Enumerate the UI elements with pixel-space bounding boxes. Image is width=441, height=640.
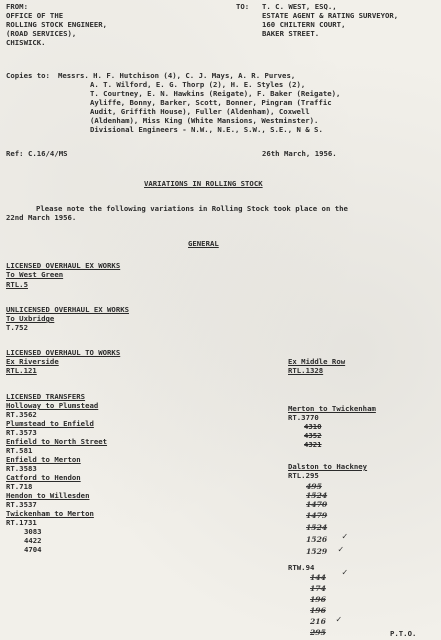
vehicle-number: RTW.94 bbox=[288, 563, 315, 572]
vehicle-number: RT.3583 bbox=[6, 464, 37, 473]
tick-mark-icon: ✓ bbox=[342, 532, 348, 542]
vehicle-number: RTL.121 bbox=[6, 366, 37, 375]
vehicle-number: 216 bbox=[310, 617, 326, 626]
section-heading: GENERAL bbox=[188, 239, 219, 248]
transfer-route: Enfield to Merton bbox=[6, 455, 81, 464]
from-line-3: (ROAD SERVICES), bbox=[6, 29, 77, 38]
document-title: VARIATIONS IN ROLLING STOCK bbox=[144, 179, 263, 188]
to-uxbridge: To Uxbridge bbox=[6, 314, 55, 323]
vehicle-number: 1529 bbox=[306, 547, 328, 556]
intro-line-2: 22nd March 1956. bbox=[6, 213, 77, 222]
ex-riverside: Ex Riverside bbox=[6, 357, 59, 366]
transfer-route: Enfield to North Street bbox=[6, 437, 108, 446]
vehicle-number: 1524 bbox=[306, 523, 328, 532]
copies-line: T. Courtney, E. N. Hawkins (Reigate), F. Baker (Reigate), bbox=[90, 89, 341, 98]
from-line-1: OFFICE OF THE bbox=[6, 11, 64, 20]
vehicle-number: RT.3573 bbox=[6, 428, 37, 437]
vehicle-number: 4422 bbox=[24, 536, 42, 545]
date: 26th March, 1956. bbox=[262, 149, 337, 158]
vehicle-number: 1479 bbox=[306, 511, 328, 520]
transfer-route: Twickenham to Merton bbox=[6, 509, 94, 518]
transfer-route: Holloway to Plumstead bbox=[6, 401, 99, 410]
vehicle-number: 4352 bbox=[304, 431, 322, 440]
vehicle-number: RT.1731 bbox=[6, 518, 37, 527]
vehicle-number: 1470 bbox=[306, 500, 328, 509]
transfer-route: Hendon to Willesden bbox=[6, 491, 90, 500]
intro-line-1: Please note the following variations in Rolling Stock took place on the bbox=[36, 204, 348, 213]
vehicle-number: 295 bbox=[310, 628, 326, 637]
vehicle-number: RT.581 bbox=[6, 446, 33, 455]
vehicle-number: 4704 bbox=[24, 545, 42, 554]
merton-to-twickenham: Merton to Twickenham bbox=[288, 404, 376, 413]
vehicle-number: 196 bbox=[310, 606, 326, 615]
copies-line: Ayliffe, Bonny, Barker, Scott, Bonner, Pingram (Traffic bbox=[90, 98, 332, 107]
to-line-3: 160 CHILTERN COURT, bbox=[262, 20, 346, 29]
tick-mark-icon: ✓ bbox=[338, 545, 344, 555]
from-line-2: ROLLING STOCK ENGINEER, bbox=[6, 20, 108, 29]
licensed-overhaul-to-works-heading: LICENSED OVERHAUL TO WORKS bbox=[6, 348, 121, 357]
vehicle-number: RT.3537 bbox=[6, 500, 37, 509]
copies-label: Copies to: bbox=[6, 71, 50, 80]
vehicle-number: RT.718 bbox=[6, 482, 33, 491]
copies-line: Divisional Engineers - N.W., N.E., S.W., S.E., N & S. bbox=[90, 125, 323, 134]
to-west-green: To West Green bbox=[6, 270, 64, 279]
from-label: FROM: bbox=[6, 2, 28, 11]
vehicle-number: 196 bbox=[310, 595, 326, 604]
vehicle-number: 4310 bbox=[304, 422, 322, 431]
transfer-route: Catford to Hendon bbox=[6, 473, 81, 482]
copies-line: Audit, Griffith House), Fuller (Aldenham), Coxwell bbox=[90, 107, 310, 116]
tick-mark-icon: ✓ bbox=[342, 568, 348, 578]
from-line-4: CHISWICK. bbox=[6, 38, 46, 47]
copies-line: A. T. Wilford, E. G. Thorp (2), H. E. Styles (2), bbox=[90, 80, 306, 89]
vehicle-number: RT.3770 bbox=[288, 413, 319, 422]
vehicle-number: RTL.295 bbox=[288, 471, 319, 480]
vehicle-number: 3083 bbox=[24, 527, 42, 536]
licensed-transfers-heading: LICENSED TRANSFERS bbox=[6, 392, 86, 401]
dalston-to-hackney: Dalston to Hackney bbox=[288, 462, 368, 471]
copies-line: Messrs. H. F. Hutchison (4), C. J. Mays, A. R. Purves, bbox=[58, 71, 296, 80]
to-label: TO: bbox=[236, 2, 250, 11]
to-line-1: T. C. WEST, ESQ., bbox=[262, 2, 337, 11]
to-line-4: BAKER STREET. bbox=[262, 29, 320, 38]
vehicle-number: 1524 bbox=[306, 491, 328, 500]
vehicle-number: 144 bbox=[310, 573, 326, 582]
vehicle-number: 4321 bbox=[304, 440, 322, 449]
vehicle-number: 1526 bbox=[306, 535, 328, 544]
ex-middle-row: Ex Middle Row bbox=[288, 357, 346, 366]
vehicle-number: RTL.5 bbox=[6, 280, 28, 289]
unlicensed-overhaul-heading: UNLICENSED OVERHAUL EX WORKS bbox=[6, 305, 130, 314]
copies-line: (Aldenham), Miss King (White Mansions, Westminster). bbox=[90, 116, 319, 125]
tick-mark-icon: ✓ bbox=[336, 615, 342, 625]
to-line-2: ESTATE AGENT & RATING SURVEYOR, bbox=[262, 11, 399, 20]
vehicle-number: T.752 bbox=[6, 323, 28, 332]
page-turn-note: P.T.O. bbox=[390, 629, 417, 638]
reference: Ref: C.16/4/MS bbox=[6, 149, 68, 158]
licensed-overhaul-ex-works-heading: LICENSED OVERHAUL EX WORKS bbox=[6, 261, 121, 270]
vehicle-number: RT.3562 bbox=[6, 410, 37, 419]
vehicle-number: 174 bbox=[310, 584, 326, 593]
transfer-route: Plumstead to Enfield bbox=[6, 419, 94, 428]
vehicle-number: 495 bbox=[306, 482, 322, 491]
vehicle-number: RTL.1328 bbox=[288, 366, 324, 375]
